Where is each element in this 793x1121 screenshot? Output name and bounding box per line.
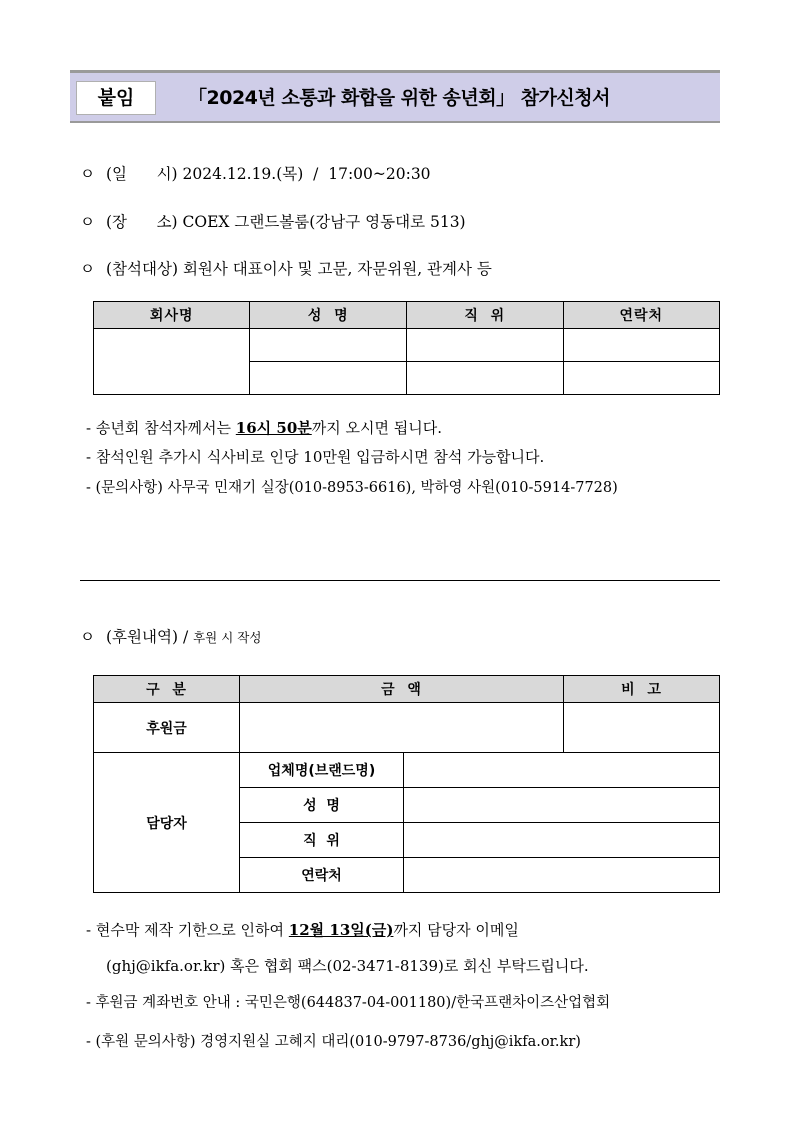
bullet-icon: ㅇ: [80, 165, 95, 183]
header-position: 직 위: [406, 302, 563, 329]
position-cell[interactable]: [406, 329, 563, 362]
title-bar: [70, 70, 720, 123]
field-name: 성 명: [240, 788, 404, 823]
sponsor-contact-cell[interactable]: [404, 858, 720, 893]
contact-cell[interactable]: [563, 329, 719, 362]
header-remarks: 비 고: [564, 676, 720, 703]
note-highlight: 16시 50분: [235, 419, 312, 437]
remarks-cell[interactable]: [564, 703, 720, 753]
info-place: [80, 210, 466, 232]
field-position: 직 위: [240, 823, 404, 858]
note-additional: - 참석인원 추가시 식사비로 인당 10만원 입금하시면 참석 가능합니다.: [86, 448, 545, 466]
info-label: (장 소): [106, 213, 178, 231]
divider-line: [80, 580, 720, 581]
bullet-icon: ㅇ: [80, 213, 95, 231]
note-bank-account: - 후원금 계좌번호 안내 : 국민은행(644837-04-001180)/한국프랜차이즈산업협회: [86, 995, 611, 1011]
document-title: 「2024년 소통과 화합을 위한 송년회」 참가신청서: [188, 87, 610, 109]
header-name: 성 명: [250, 302, 407, 329]
info-target: [80, 257, 492, 279]
note-text: 까지 오시면 됩니다.: [311, 419, 442, 437]
bullet-icon: ㅇ: [80, 628, 95, 646]
header-amount: 금 액: [240, 676, 564, 703]
field-contact: 연락처: [240, 858, 404, 893]
info-label: (참석대상): [106, 260, 178, 278]
note-inquiry: - (문의사항) 사무국 민재기 실장(010-8953-6616), 박하영 사원(010-5914-7728): [86, 480, 618, 496]
info-value: COEX 그랜드볼룸(강남구 영동대로 513): [182, 213, 466, 231]
name-cell[interactable]: [250, 362, 407, 395]
note-banner-contact: (ghj@ikfa.or.kr) 혹은 협회 팩스(02-3471-8139)로 회신 부탁드립니다.: [106, 957, 589, 975]
row-label-contact: 담당자: [94, 753, 240, 893]
sponsor-position-cell[interactable]: [404, 823, 720, 858]
info-label: (일 시): [106, 165, 178, 183]
sponsor-heading: [80, 625, 261, 647]
header-company: 회사명: [94, 302, 250, 329]
note-text: 까지 담당자 이메일: [393, 921, 519, 939]
attachment-tag: 붙임: [76, 81, 156, 115]
header-category: 구 분: [94, 676, 240, 703]
brand-cell[interactable]: [404, 753, 720, 788]
field-brand: 업체명(브랜드명): [240, 753, 404, 788]
position-cell[interactable]: [406, 362, 563, 395]
note-sponsor-inquiry: - (후원 문의사항) 경영지원실 고혜지 대리(010-9797-8736/ghj@ikfa.or.kr): [86, 1034, 581, 1050]
info-date: [80, 162, 431, 184]
sponsor-name-cell[interactable]: [404, 788, 720, 823]
attendee-table: [93, 301, 720, 395]
name-cell[interactable]: [250, 329, 407, 362]
note-text: - 송년회 참석자께서는: [86, 419, 236, 437]
note-highlight: 12월 13일(금): [288, 921, 394, 939]
row-label-amount: 후원금: [94, 703, 240, 753]
amount-cell[interactable]: [240, 703, 564, 753]
sponsor-table: [93, 675, 720, 893]
info-value: 회원사 대표이사 및 고문, 자문위원, 관계사 등: [182, 260, 492, 278]
contact-cell[interactable]: [563, 362, 719, 395]
bullet-icon: ㅇ: [80, 260, 95, 278]
header-contact: 연락처: [563, 302, 719, 329]
sponsor-label: (후원내역): [106, 628, 178, 646]
sponsor-sub: 후원 시 작성: [193, 630, 262, 645]
note-arrival: [86, 417, 442, 438]
company-cell[interactable]: [94, 329, 250, 395]
separator: /: [182, 628, 189, 646]
note-text: - 현수막 제작 기한으로 인하여: [86, 921, 289, 939]
note-banner-deadline: [86, 919, 519, 940]
info-value: 2024.12.19.(목) / 17:00~20:30: [182, 165, 431, 183]
